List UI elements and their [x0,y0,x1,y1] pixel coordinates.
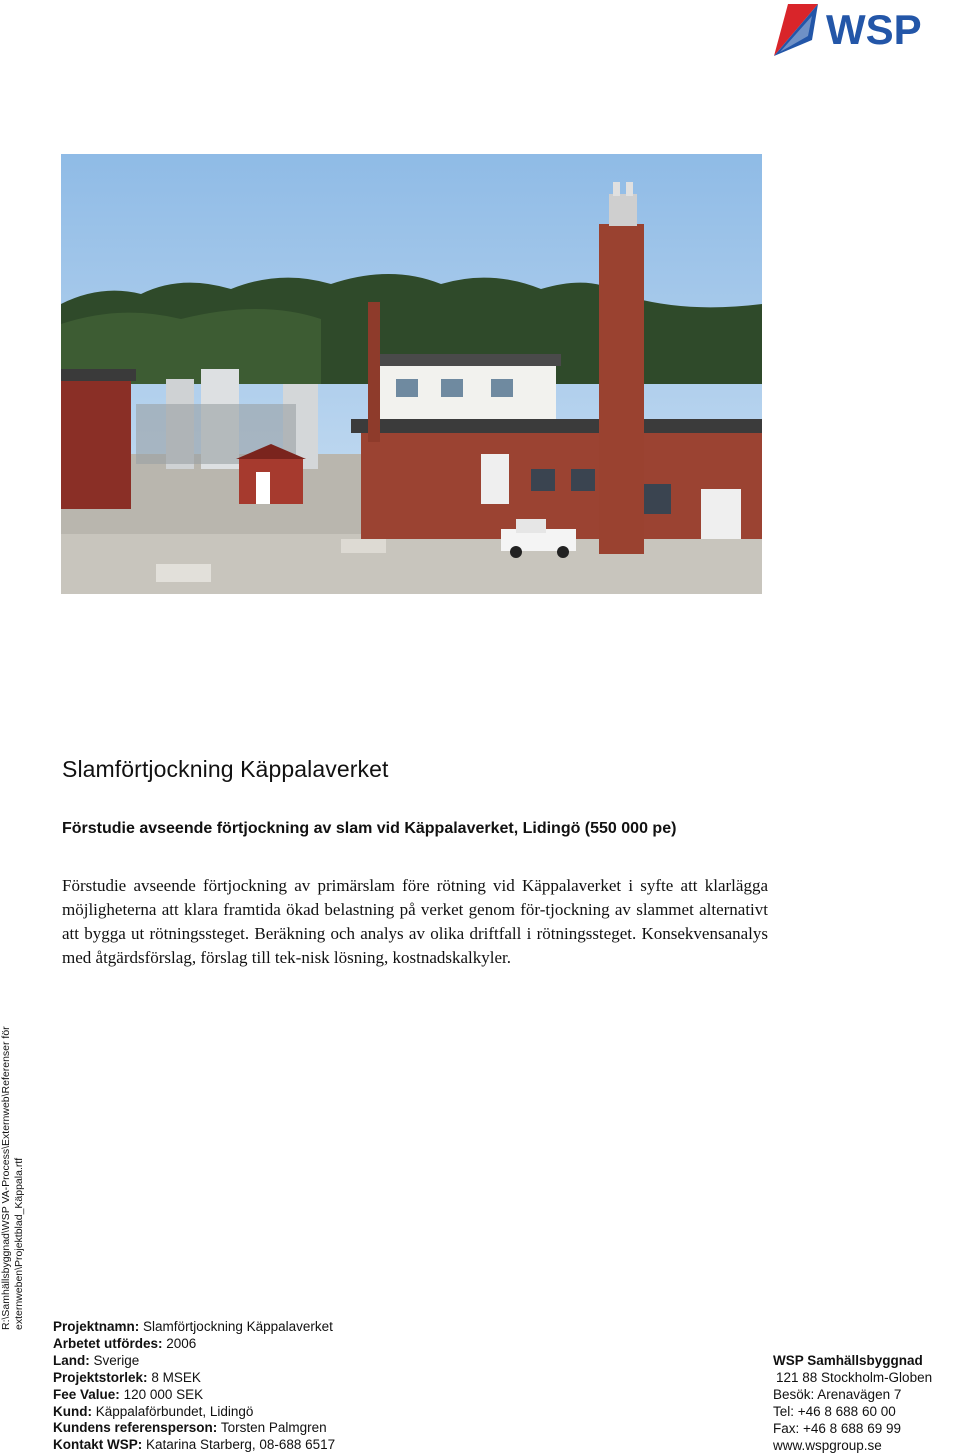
contact-web-link[interactable]: www.wspgroup.se [773,1437,882,1453]
fact-client-reference: Kundens referensperson: Torsten Palmgren [53,1420,327,1436]
contact-org: WSP Samhällsbyggnad [773,1353,923,1368]
fact-fee-value: Fee Value: 120 000 SEK [53,1386,204,1402]
company-contact [773,1353,958,1454]
fact-country: Land: Sverige [53,1352,140,1368]
plant-photo [61,154,762,594]
fact-wsp-contact: Kontakt WSP: Katarina Starberg, 08-688 6517 [53,1437,336,1453]
contact-fax: Fax: +46 8 688 69 99 [773,1420,901,1436]
fact-work-year: Arbetet utfördes: 2006 [53,1335,197,1351]
page-title: Slamförtjockning Käppalaverket [62,756,389,782]
fact-project-size: Projektstorlek: 8 MSEK [53,1369,201,1385]
logo-text: WSP [826,6,922,53]
file-path-line-1: R:\Samhällsbyggnad\WSP VA-Process\Externweb\Referenser för [0,1026,12,1330]
fact-project-name: Projektnamn: Slamförtjockning Käppalaverket [53,1319,333,1334]
fact-client: Kund: Käppalaförbundet, Lidingö [53,1403,254,1419]
contact-postal: 121 88 Stockholm-Globen [776,1369,933,1385]
file-path-line-2: externweben\Projektblad_Käppala.rtf [13,1157,25,1330]
wsp-logo [772,0,960,60]
contact-tel: Tel: +46 8 688 60 00 [773,1403,896,1419]
file-path-note [0,990,26,1330]
page-subtitle: Förstudie avseende förtjockning av slam vid Käppalaverket, Lidingö (550 000 pe) [62,820,677,837]
project-facts [53,1319,473,1454]
contact-visit: Besök: Arenavägen 7 [773,1386,902,1402]
project-description: Förstudie avseende förtjockning av primärslam före rötning vid Käppalaverket i syfte att klarlägga möjligheterna att klara framtida ökad belastning på verket genom för-tjockning av slammet alternativt att bygga ut rötningssteget. Beräkning och analys av olika driftfall i rötningssteget. Konsekvensanalys med åtgärdsförslag, förslag till tek-nisk lösning, kostnadskalkyler. [62,876,768,967]
